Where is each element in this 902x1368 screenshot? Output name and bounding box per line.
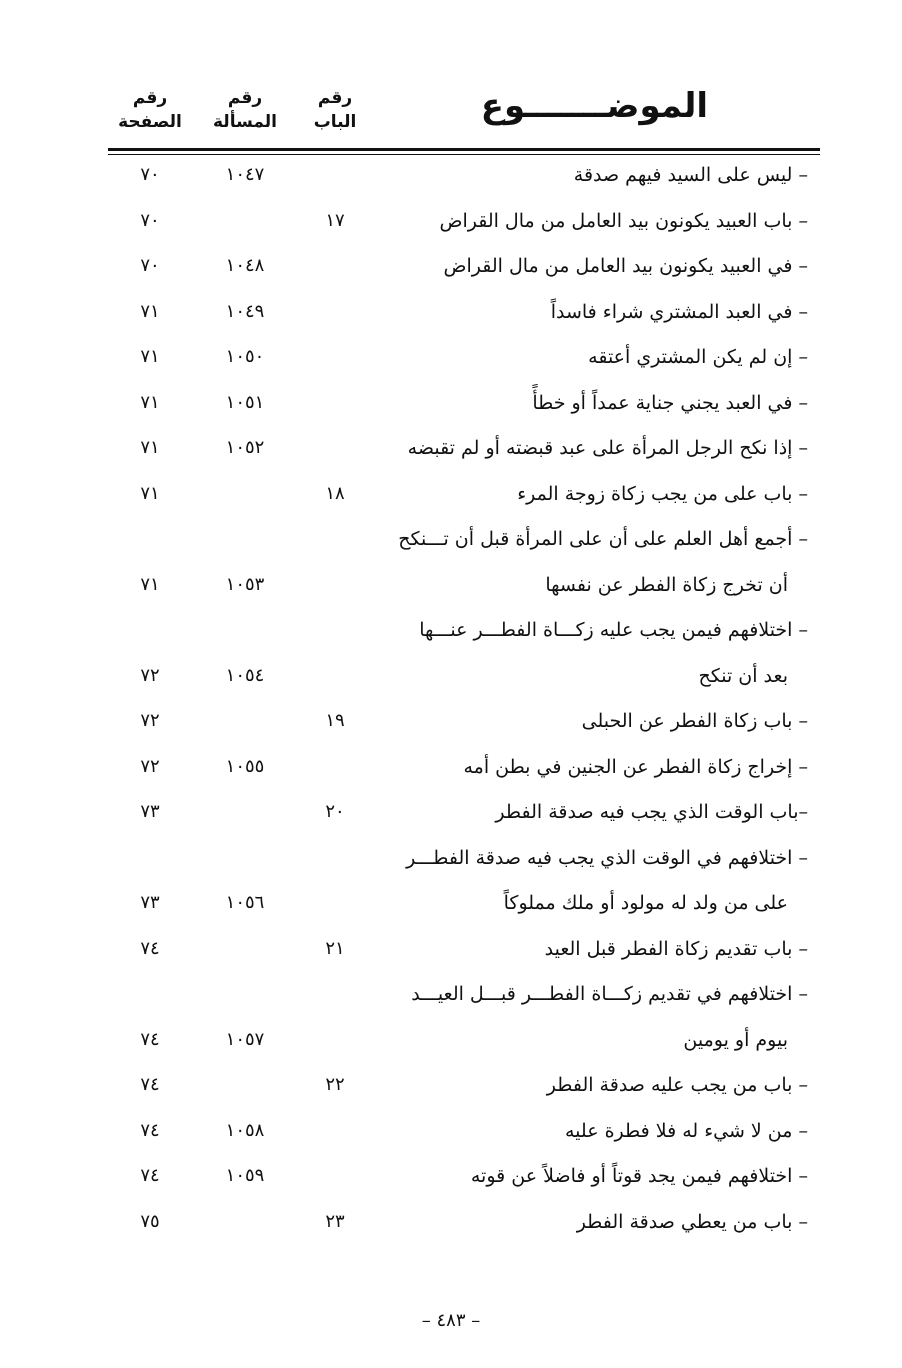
issue-number-heading xyxy=(200,86,290,134)
index-row xyxy=(108,431,820,477)
index-row xyxy=(108,704,820,750)
row-issue-number: ١٠٤٨ xyxy=(225,255,265,276)
row-page-number: ٧١ xyxy=(140,346,160,367)
row-topic: – باب من يجب عليه صدقة الفطر xyxy=(546,1074,808,1096)
index-row xyxy=(108,249,820,295)
row-topic: بعد أن تنكح xyxy=(698,664,788,687)
row-issue-number: ١٠٥٦ xyxy=(225,892,265,913)
row-page-number: ٧٢ xyxy=(140,710,160,731)
row-issue-number: ١٠٥٣ xyxy=(225,573,265,595)
row-page-number: ٧١ xyxy=(140,437,160,458)
row-topic: – في العبيد يكونون بيد العامل من مال القراض xyxy=(443,255,808,277)
row-issue-number: ١٠٥١ xyxy=(225,391,265,413)
index-row xyxy=(108,841,820,887)
row-topic: – ليس على السيد فيهم صدقة xyxy=(573,164,808,186)
row-issue-number: ١٠٥٤ xyxy=(225,664,265,686)
row-page-number: ٧٤ xyxy=(140,1074,160,1095)
row-topic: – إخراج زكاة الفطر عن الجنين في بطن أمه xyxy=(463,755,808,778)
table-header xyxy=(108,84,820,144)
row-topic: بيوم أو يومين xyxy=(683,1028,788,1051)
row-page-number: ٧٢ xyxy=(140,755,160,777)
index-row xyxy=(108,340,820,386)
issue-number-heading-line2: المسألة xyxy=(213,112,277,132)
header-rule-thick xyxy=(108,148,820,151)
row-page-number: ٧٤ xyxy=(140,1165,160,1186)
row-topic: – إذا نكح الرجل المرأة على عبد قبضته أو لم تقبضه xyxy=(407,437,808,459)
row-chapter-number: ٢٢ xyxy=(325,1074,345,1095)
row-chapter-number: ٢٣ xyxy=(325,1210,345,1232)
row-issue-number: ١٠٥٨ xyxy=(225,1119,265,1141)
row-issue-number: ١٠٥٩ xyxy=(225,1165,265,1186)
row-page-number: ٧٠ xyxy=(140,164,160,185)
row-page-number: ٧٠ xyxy=(140,255,160,276)
row-page-number: ٧٣ xyxy=(140,892,160,913)
row-page-number: ٧١ xyxy=(140,391,160,413)
row-page-number: ٧٤ xyxy=(140,937,160,959)
row-page-number: ٧٥ xyxy=(140,1210,160,1232)
page-number-heading-line1: رقم xyxy=(132,88,168,108)
index-row xyxy=(108,386,820,432)
row-page-number: ٧١ xyxy=(140,300,160,322)
row-topic: – إن لم يكن المشتري أعتقه xyxy=(588,346,808,368)
row-chapter-number: ١٨ xyxy=(325,482,345,504)
row-page-number: ٧١ xyxy=(140,573,160,595)
row-topic: – باب على من يجب زكاة زوجة المرء xyxy=(517,482,808,505)
row-issue-number: ١٠٥٧ xyxy=(225,1028,265,1050)
row-topic: – باب تقديم زكاة الفطر قبل العيد xyxy=(544,937,808,960)
page-number: – ٤٨٣ – xyxy=(421,1310,481,1331)
row-chapter-number: ١٩ xyxy=(325,710,345,731)
topic-heading: الموضـــــــوع xyxy=(480,86,708,126)
row-page-number: ٧٤ xyxy=(140,1119,160,1141)
chapter-number-heading xyxy=(300,86,370,134)
index-rows xyxy=(108,158,820,1250)
row-page-number: ٧١ xyxy=(140,482,160,504)
index-row xyxy=(108,477,820,523)
row-page-number: ٧٤ xyxy=(140,1028,160,1050)
page-number-heading-line2: الصفحة xyxy=(118,112,182,132)
index-row xyxy=(108,204,820,250)
chapter-number-heading-line2: الباب xyxy=(313,112,357,132)
index-row xyxy=(108,932,820,978)
index-row xyxy=(108,886,820,932)
row-chapter-number: ١٧ xyxy=(325,209,345,231)
row-topic: – في العبد يجني جناية عمداً أو خطأً xyxy=(532,391,808,414)
index-row xyxy=(108,795,820,841)
row-topic: – اختلافهم في الوقت الذي يجب فيه صدقة الفطـــر xyxy=(406,846,808,869)
row-topic: – باب من يعطي صدقة الفطر xyxy=(576,1210,808,1233)
row-chapter-number: ٢١ xyxy=(325,937,345,959)
row-topic: – أجمع أهل العلم على أن على المرأة قبل أن تـــنكح xyxy=(398,528,808,550)
row-issue-number: ١٠٥٠ xyxy=(225,346,265,367)
row-topic: – باب العبيد يكونون بيد العامل من مال القراض xyxy=(439,209,808,232)
page-number-heading xyxy=(108,86,192,134)
index-row xyxy=(108,750,820,796)
row-issue-number: ١٠٥٢ xyxy=(225,437,265,458)
index-row xyxy=(108,568,820,614)
index-row xyxy=(108,1068,820,1114)
row-page-number: ٧٠ xyxy=(140,209,160,231)
row-chapter-number: ٢٠ xyxy=(325,801,345,822)
index-row xyxy=(108,1159,820,1205)
row-topic: – اختلافهم في تقديم زكـــاة الفطـــر قبـــل العيـــد xyxy=(411,983,808,1005)
index-row xyxy=(108,295,820,341)
header-rule-thin xyxy=(108,154,820,155)
index-row xyxy=(108,977,820,1023)
index-row xyxy=(108,1023,820,1069)
index-row xyxy=(108,522,820,568)
row-issue-number: ١٠٤٧ xyxy=(225,164,265,185)
index-row xyxy=(108,613,820,659)
row-topic: على من ولد له مولود أو ملك مملوكاً xyxy=(503,892,788,914)
row-page-number: ٧٣ xyxy=(140,801,160,822)
row-topic: – اختلافهم فيمن يجد قوتاً أو فاضلاً عن قوته xyxy=(470,1165,808,1187)
row-topic: – في العبد المشتري شراء فاسداً xyxy=(550,300,808,323)
index-row xyxy=(108,659,820,705)
index-row xyxy=(108,1205,820,1251)
row-topic: – اختلافهم فيمن يجب عليه زكـــاة الفطـــر عنـــها xyxy=(419,619,808,641)
issue-number-heading-line1: رقم xyxy=(227,88,263,108)
row-topic: – من لا شيء له فلا فطرة عليه xyxy=(565,1119,808,1142)
row-issue-number: ١٠٤٩ xyxy=(225,300,265,322)
row-topic: أن تخرج زكاة الفطر عن نفسها xyxy=(545,573,788,596)
index-row xyxy=(108,158,820,204)
row-page-number: ٧٢ xyxy=(140,664,160,686)
chapter-number-heading-line1: رقم xyxy=(317,88,353,108)
row-issue-number: ١٠٥٥ xyxy=(225,755,265,777)
row-topic: –باب الوقت الذي يجب فيه صدقة الفطر xyxy=(495,801,808,823)
index-row xyxy=(108,1114,820,1160)
row-topic: – باب زكاة الفطر عن الحبلى xyxy=(581,710,808,732)
